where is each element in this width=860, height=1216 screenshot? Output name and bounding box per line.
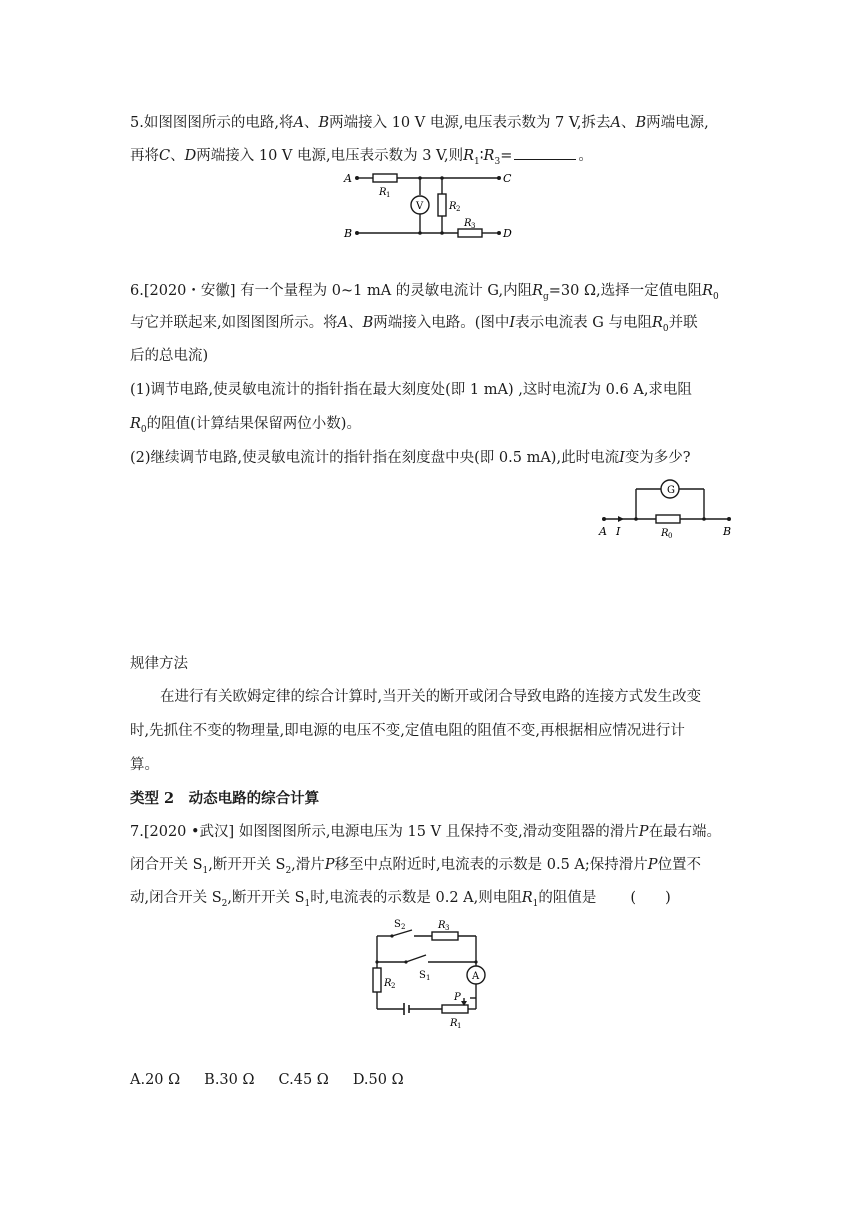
q7-options [130, 1070, 404, 1090]
r3-label: R [438, 920, 446, 931]
q7-line3: 动,闭合开关 $S_2$,断开开关 $S_1$时,电流表的示数是 0.2 A,则电阻$R_1$的阻值是 ( ) [130, 890, 671, 909]
q5-circuit-diagram [340, 165, 520, 245]
option-b[interactable]: B.30 Ω [204, 1072, 255, 1088]
node-a-label: A [344, 172, 352, 185]
r2-label: R [449, 201, 457, 212]
r3-sub: 3 [471, 222, 476, 230]
q7-line2: 闭合开关 $S_1$,断开开关 $S_2$,滑片P移至中点附近时,电流表的示数是 0.5 A;保持滑片P位置不 [130, 857, 702, 876]
q6-circuit-diagram [594, 474, 744, 538]
option-c[interactable]: C.45 Ω [278, 1072, 329, 1088]
method-line1: 在进行有关欧姆定律的综合计算时,当开关的断开或闭合导致电路的连接方式发生改变 [160, 689, 702, 705]
q6-part2: (2)继续调节电路,使灵敏电流计的指针指在刻度盘中央(即 0.5 mA),此时电流I变为多少? [130, 450, 691, 466]
s1-label: S [419, 970, 426, 981]
r2-label: R [384, 978, 392, 989]
slider-p-label: P [454, 992, 461, 1003]
node-b-label: B [723, 525, 732, 538]
node-b-label: B [344, 227, 353, 240]
option-d[interactable]: D.50 Ω [352, 1072, 404, 1088]
type2-heading: 类型 2 动态电路的综合计算 [130, 790, 320, 807]
s2-sub: 2 [401, 923, 406, 931]
node-c-label: C [503, 172, 512, 185]
r2-sub: 2 [391, 982, 396, 990]
r1-sub: 1 [386, 191, 391, 199]
option-a[interactable]: A.20 Ω [130, 1072, 181, 1088]
r3-label: R [464, 218, 472, 229]
node-d-label: D [503, 227, 512, 240]
r0-label: R [661, 528, 669, 538]
r2-sub: 2 [456, 205, 461, 213]
q6-line2: 与它并联起来,如图图图所示。将A、B两端接入电路。(图中I表示电流表 G 与电阻$R_0$并联 [130, 315, 698, 334]
s1-sub: 1 [426, 974, 431, 982]
ammeter-icon: A [472, 971, 480, 982]
r1-sub: 1 [457, 1022, 462, 1030]
q5-line1: 5.如图图图所示的电路,将A、B两端接入 10 V 电源,电压表示数为 7 V,拆去A、B两端电源, [130, 115, 709, 131]
r3-sub: 3 [445, 924, 450, 932]
galvanometer-icon: G [667, 485, 675, 496]
method-line3: 算。 [130, 757, 159, 773]
q6-part1-cont: $R_0$的阻值(计算结果保留两位小数)。 [130, 416, 361, 435]
r0-sub: 0 [668, 532, 673, 538]
q6-part1: (1)调节电路,使灵敏电流计的指针指在最大刻度处(即 1 mA) ,这时电流I为 0.6 A,求电阻 [130, 382, 692, 398]
s2-label: S [394, 919, 401, 930]
method-line2: 时,先抓住不变的物理量,即电源的电压不变,定值电阻的阻值不变,再根据相应情况进行计 [130, 723, 685, 739]
method-title: 规律方法 [130, 656, 188, 672]
answer-blank[interactable] [514, 145, 576, 160]
node-a-label: A [599, 525, 607, 538]
r1-label: R [379, 187, 387, 198]
voltmeter-icon: V [416, 201, 424, 212]
q7-circuit-diagram [366, 914, 500, 1030]
r1-label: R [450, 1018, 458, 1029]
q7-line1: 7.[2020 •武汉] 如图图图所示,电源电压为 15 V 且保持不变,滑动变阻器的滑片P在最右端。 [130, 824, 722, 840]
answer-paren[interactable]: ( ) [630, 890, 671, 906]
q6-line3: 后的总电流) [130, 348, 209, 364]
current-i-label: I [616, 525, 621, 538]
q5-line2: 再将C、D两端接入 10 V 电源,电压表示数为 3 V,则$R_1∶R_3=$ 。 [130, 145, 593, 172]
q6-line1: 6.[2020・安徽] 有一个量程为 0~1 mA 的灵敏电流计 G,内阻$R_g=30$ Ω,选择一定值电阻$R_0$ [130, 283, 719, 302]
